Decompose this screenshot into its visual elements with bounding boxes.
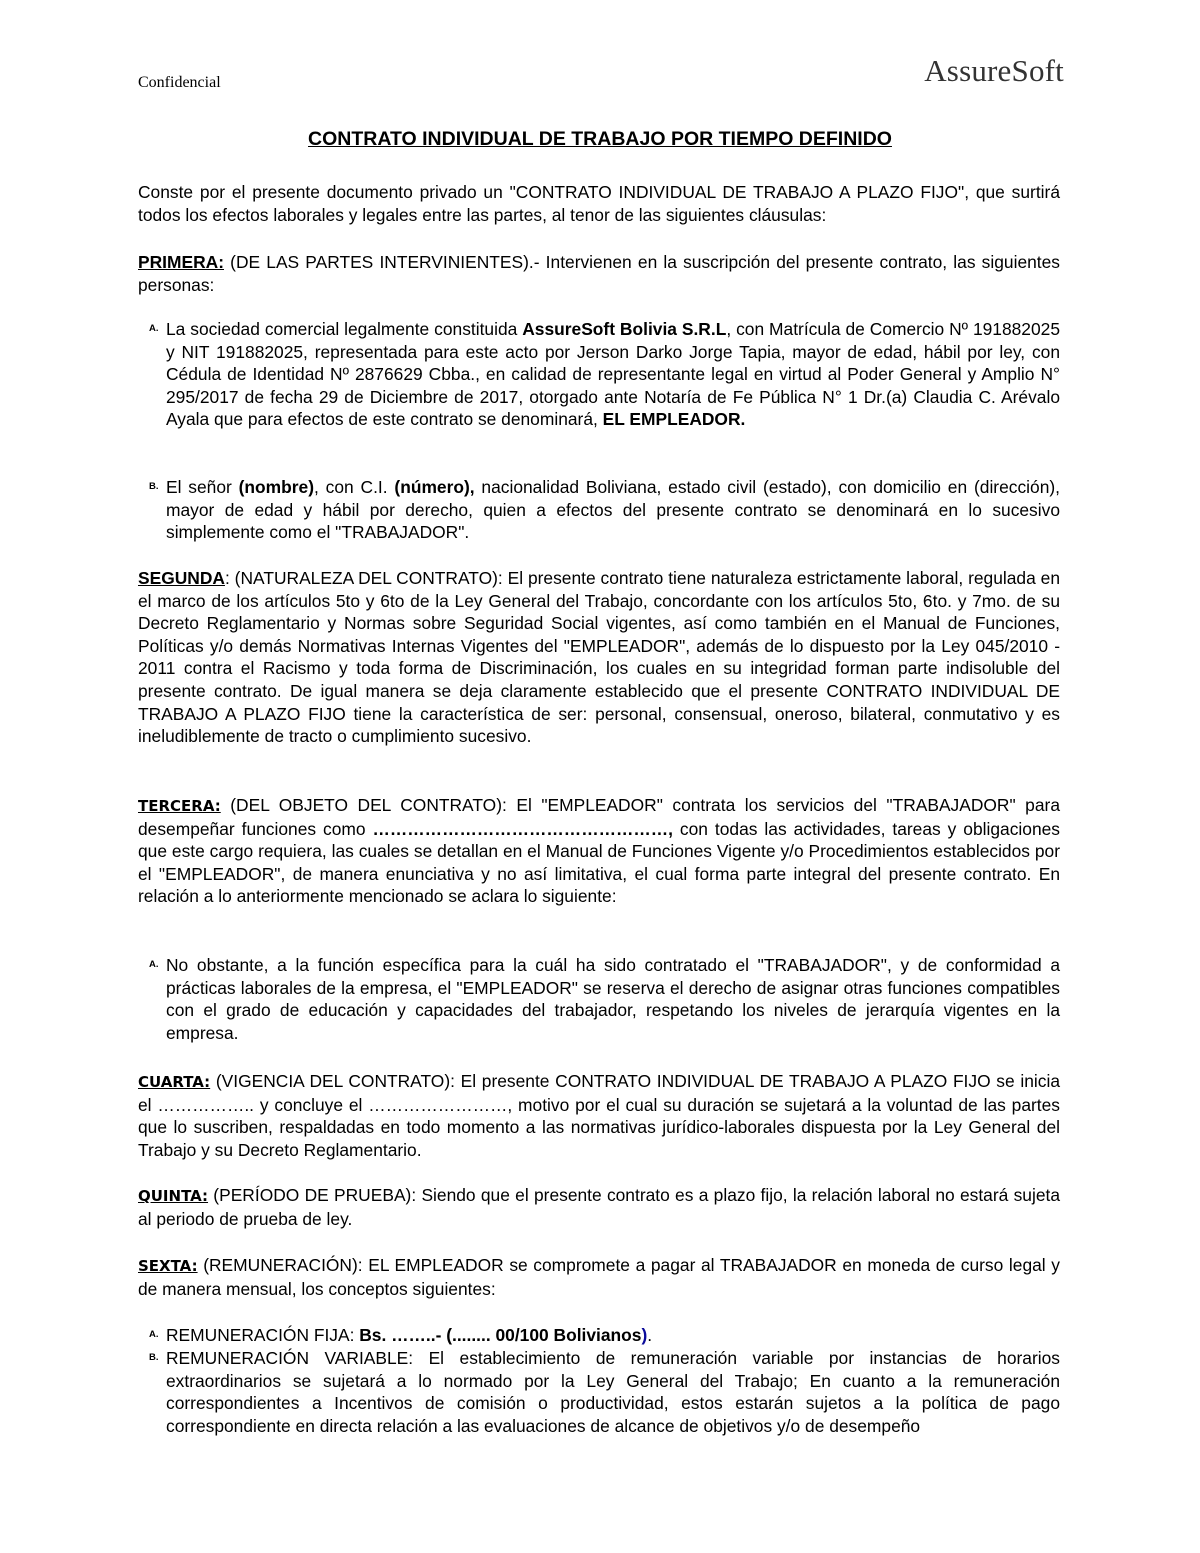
clause-text: (PERÍODO DE PRUEBA): Siendo que el presente contrato es a plazo fijo, la relación laboral no estará sujeta al periodo de prueba de ley. (138, 1185, 1060, 1229)
clause-text: (REMUNERACIÓN): EL EMPLEADOR se compromete a pagar al TRABAJADOR en moneda de curso legal y de manera mensual, los conceptos siguientes: (138, 1255, 1060, 1299)
clause-text: (VIGENCIA DEL CONTRATO): El presente CONTRATO INDIVIDUAL DE TRABAJO A PLAZO FIJO se inicia el …………….. y concluye el ……………………, motivo por el cual su duración se sujetará a la voluntad de las partes que lo suscriben, respaldadas en todo momento a las normativas jurídico-laborales dispuesta por la Ley General del Trabajo y su Decreto Reglamentario. (138, 1071, 1060, 1160)
worker-id-placeholder: (número), (394, 477, 475, 497)
clause-sexta (138, 1254, 1060, 1300)
company-name: AssureSoft Bolivia S.R.L (522, 319, 727, 339)
assuresoft-logo: AssureSoft (924, 53, 1064, 88)
clause-quinta (138, 1184, 1060, 1230)
clause-label: PRIMERA: (138, 252, 224, 272)
list-marker: A. (149, 959, 159, 970)
clause-label: SEGUNDA (138, 568, 225, 588)
clause-tercera (138, 794, 1060, 908)
list-item-text (166, 1324, 1060, 1347)
list-item-text: No obstante, a la función específica para la cuál ha sido contratado el "TRABAJADOR", y de conformidad a prácticas laborales de la empresa, el "EMPLEADOR" se reserva el derecho de asignar otras funciones compatibles con el grado de educación y capacidades del trabajador, respetando los niveles de jerarquía vigentes en la empresa. (166, 955, 1060, 1043)
clause-primera (138, 251, 1060, 296)
worker-name-placeholder: (nombre) (238, 477, 314, 497)
position-blank: ……………………………………………, (372, 818, 673, 839)
text-run: . (647, 1325, 653, 1345)
clause-text: : (NATURALEZA DEL CONTRATO): El presente contrato tiene naturaleza estrictamente laboral, regulada en el marco de los artículos 5to y 6to de la Ley General del Trabajo, concordante con los artículos 5to, 6to. y 7mo. de su Decreto Reglamentario y Normas sobre Seguridad Social vigentes, así como también en el Manual de Funciones, Políticas y/o demás Normativas Internas Vigentes del "EMPLEADOR", además de lo dispuesto por la Ley 045/2010 - 2011 contra el Racismo y toda forma de Discriminación, los cuales en su integridad forman parte indisoluble del presente contrato. De igual manera se deja claramente establecido que el presente CONTRATO INDIVIDUAL DE TRABAJO A PLAZO FIJO tiene la característica de ser: personal, consensual, oneroso, bilateral, conmutativo y es ineludiblemente de tracto o cumplimiento sucesivo. (138, 568, 1060, 747)
list-item (138, 1324, 1060, 1347)
clause-label: QUINTA: (138, 1187, 209, 1205)
clause-label: CUARTA: (138, 1073, 211, 1091)
list-marker: B. (149, 481, 159, 492)
document-title: CONTRATO INDIVIDUAL DE TRABAJO POR TIEMPO DEFINIDO (308, 128, 892, 150)
list-item-text: REMUNERACIÓN VARIABLE: El establecimiento de remuneración variable por instancias de horarios extraordinarios se sujetará a lo normado por la Ley General del Trabajo; En cuanto a la remuneración correspondientes a Incentivos de comisión o productividad, estos estarán sujetos a la política de pago correspondiente en directa relación a las evaluaciones de alcance de objetivos y/o de desempeño (166, 1348, 1060, 1436)
clause-text: (DE LAS PARTES INTERVINIENTES).- Intervienen en la suscripción del presente contrato, las siguientes personas: (138, 252, 1060, 295)
text-run: El señor (166, 477, 239, 497)
list-marker: B. (149, 1352, 159, 1363)
text-run: , con Matrícula de Comercio Nº 191882025 y NIT 191882025, representada para este acto por Jerson Darko Jorge Tapia, mayor de edad, hábil por ley, con Cédula de Identidad Nº 2876629 Cbba., en calidad de representante legal en virtud al Poder General y Amplio N° 295/2017 de fecha 29 de Diciembre de 2017, otorgado ante Notaría de Fe Pública N° 1 Dr.(a) Claudia C. Arévalo Ayala que para efectos de este contrato se denominará, (166, 319, 1060, 430)
salary-amount: Bs. ……..- (........ 00/100 Bolivianos (359, 1325, 642, 1345)
list-item (138, 318, 1060, 431)
list-item (138, 954, 1060, 1044)
clause-label: SEXTA: (138, 1257, 198, 1275)
clause-segunda (138, 567, 1060, 748)
list-marker: A. (149, 1329, 159, 1340)
list-item (138, 476, 1060, 544)
text-run: nacionalidad Boliviana, estado civil (estado), con domicilio en (dirección), mayor de edad y hábil por derecho, quien a efectos del presente contrato se denominará en lo sucesivo simplemente como el "TRABAJADOR". (166, 477, 1060, 543)
clause-label: TERCERA: (138, 797, 221, 815)
list-item (138, 1347, 1060, 1437)
intro-paragraph: Conste por el presente documento privado un "CONTRATO INDIVIDUAL DE TRABAJO A PLAZO FIJO", que surtirá todos los efectos laborales y legales entre las partes, al tenor de las siguientes cláusulas: (138, 182, 1060, 225)
text-run: REMUNERACIÓN FIJA: (166, 1325, 360, 1345)
list-item-text (166, 476, 1060, 544)
clause-text: con todas las actividades, tareas y obligaciones que este cargo requiera, las cuales se detallan en el Manual de Funciones Vigente y/o Procedimientos establecidos por el "EMPLEADOR", de manera enunciativa y no así limitativa, el cual forma parte integral del presente contrato. En relación a lo anteriormente mencionado se aclara lo siguiente: (138, 818, 1060, 907)
text-run: , con C.I. (313, 477, 395, 497)
closing-paren: ) (641, 1325, 648, 1345)
text-run: La sociedad comercial legalmente constituida (166, 319, 523, 339)
employer-role: EL EMPLEADOR. (602, 409, 746, 430)
confidential-label: Confidencial (138, 74, 221, 91)
clause-cuarta (138, 1070, 1060, 1161)
list-item-text (166, 318, 1060, 431)
list-marker: A. (149, 323, 159, 334)
clause-text: (DEL OBJETO DEL CONTRATO): El "EMPLEADOR" contrata los servicios del "TRABAJADOR" para desempeñar funciones como (138, 795, 1060, 839)
